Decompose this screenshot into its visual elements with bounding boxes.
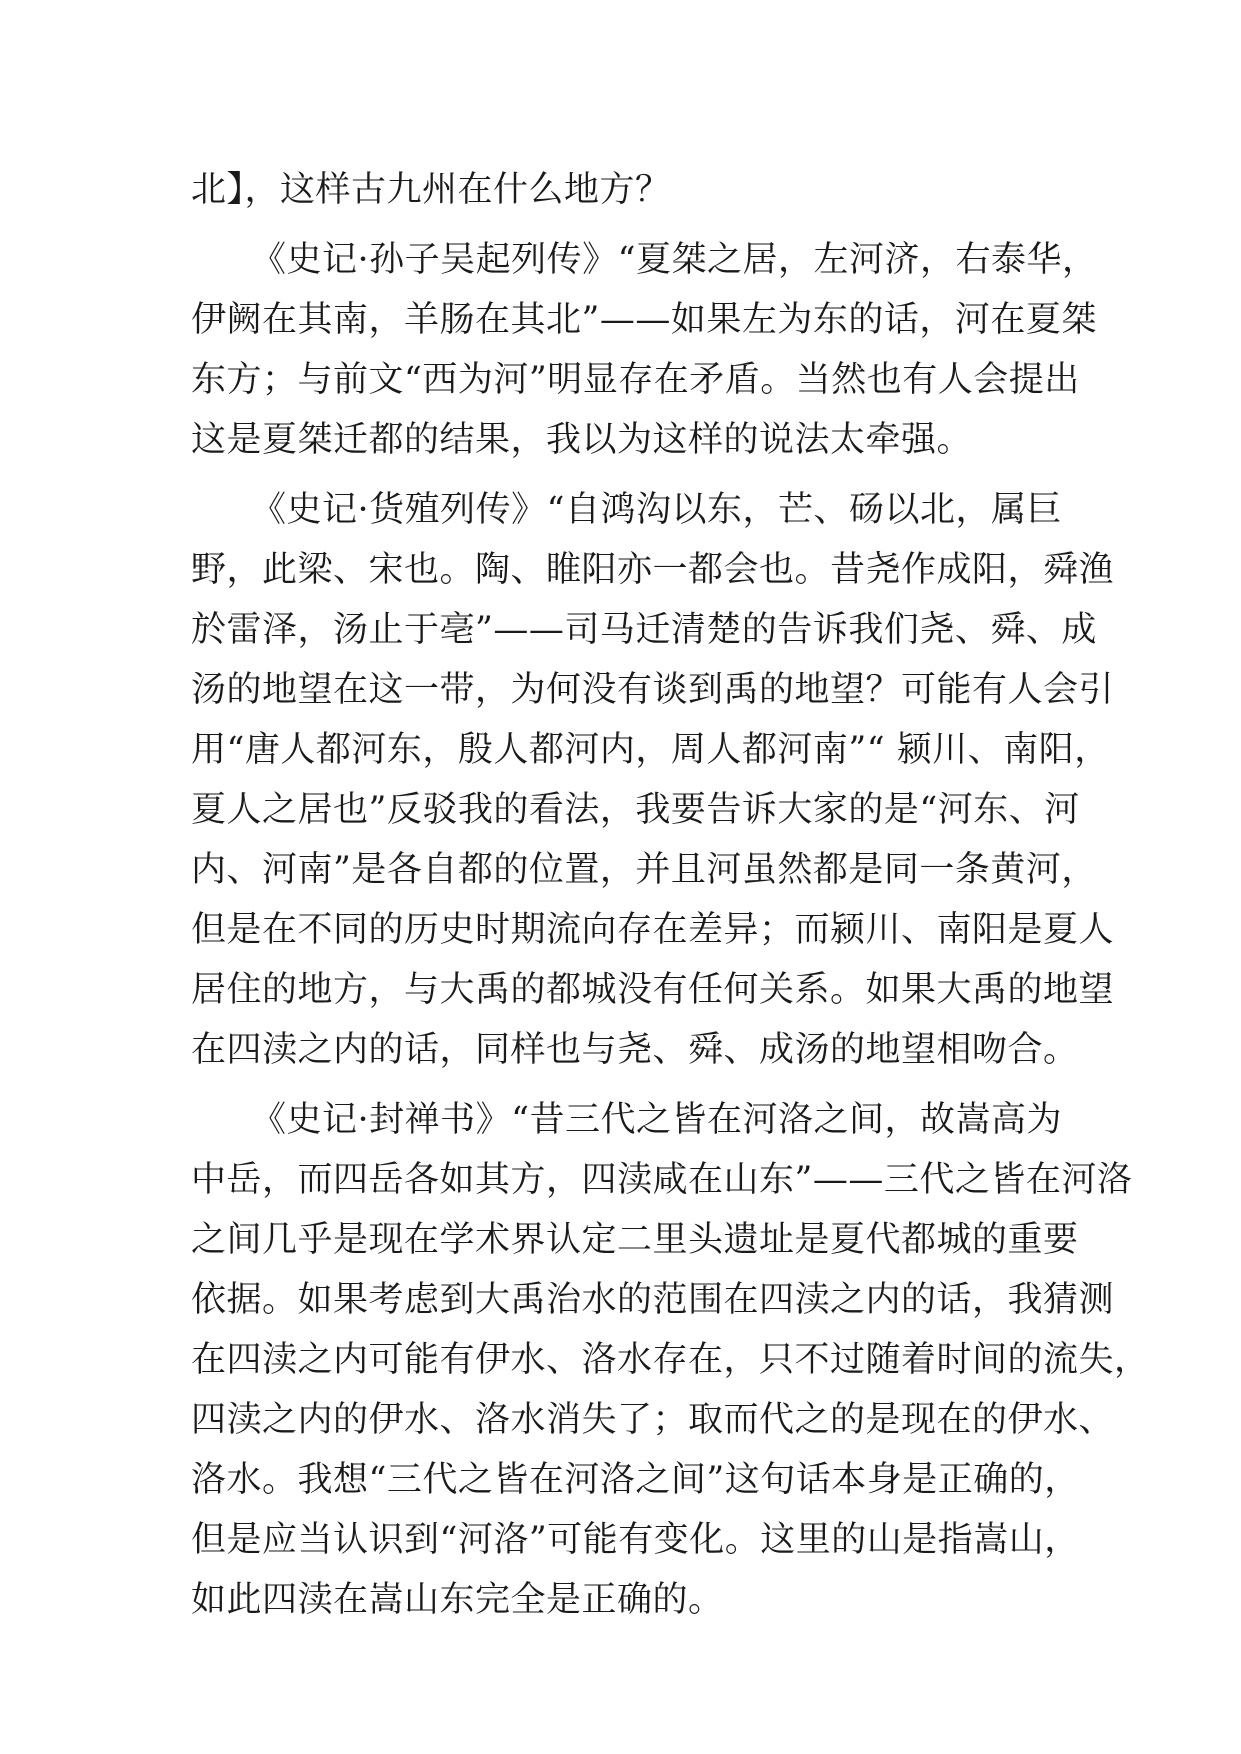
text-line: 但是应当认识到“河洛”可能有变化。这里的山是指嵩山， bbox=[191, 1520, 1080, 1560]
text-line: 之间几乎是现在学术界认定二里头遗址是夏代都城的重要 bbox=[191, 1220, 1079, 1260]
text-line: 北】，这样古九州在什么地方？ bbox=[191, 170, 671, 210]
text-line: 《史记·孙子吴起列传》“夏桀之居，左河济，右泰华， bbox=[251, 240, 1098, 280]
text-line: 於雷泽，汤止于亳”——司马迁清楚的告诉我们尧、舜、成 bbox=[191, 610, 1097, 650]
text-line: 四渎之内的伊水、洛水消失了；取而代之的是现在的伊水、 bbox=[191, 1400, 1115, 1440]
text-line: 《史记·货殖列传》“自鸿沟以东，芒、砀以北，属巨 bbox=[251, 490, 1063, 530]
text-line: 内、河南”是各自都的位置，并且河虽然都是同一条黄河， bbox=[191, 850, 1097, 890]
text-line: 洛水。我想“三代之皆在河洛之间”这句话本身是正确的， bbox=[191, 1460, 1080, 1500]
text-line: 如此四渎在嵩山东完全是正确的。 bbox=[191, 1580, 724, 1620]
text-line: 伊阙在其南，羊肠在其北”——如果左为东的话，河在夏桀 bbox=[191, 300, 1097, 340]
text-line: 依据。如果考虑到大禹治水的范围在四渎之内的话，我猜测 bbox=[191, 1280, 1115, 1320]
text-line: 在四渎之内可能有伊水、洛水存在，只不过随着时间的流失， bbox=[191, 1340, 1150, 1380]
text-line: 汤的地望在这一带，为何没有谈到禹的地望？可能有人会引 bbox=[191, 670, 1115, 710]
text-line: 《史记·封禅书》“昔三代之皆在河洛之间，故嵩高为 bbox=[251, 1100, 1063, 1140]
text-line: 在四渎之内的话，同样也与尧、舜、成汤的地望相吻合。 bbox=[191, 1030, 1079, 1070]
text-line: 夏人之居也”反驳我的看法，我要告诉大家的是“河东、河 bbox=[191, 790, 1080, 830]
text-line: 这是夏桀迁都的结果，我以为这样的说法太牵强。 bbox=[191, 420, 973, 460]
text-line: 居住的地方，与大禹的都城没有任何关系。如果大禹的地望 bbox=[191, 970, 1115, 1010]
text-line: 东方；与前文“西为河”明显存在矛盾。当然也有人会提出 bbox=[191, 360, 1080, 400]
document-page bbox=[191, 160, 1150, 1630]
text-line: 但是在不同的历史时期流向存在差异；而颍川、南阳是夏人 bbox=[191, 910, 1115, 950]
text-line: 中岳，而四岳各如其方，四渎咸在山东”——三代之皆在河洛 bbox=[191, 1160, 1133, 1200]
text-line: 野，此梁、宋也。陶、睢阳亦一都会也。昔尧作成阳，舜渔 bbox=[191, 550, 1115, 590]
text-line: 用“唐人都河东，殷人都河内，周人都河南”“ 颍川、南阳， bbox=[191, 730, 1110, 770]
